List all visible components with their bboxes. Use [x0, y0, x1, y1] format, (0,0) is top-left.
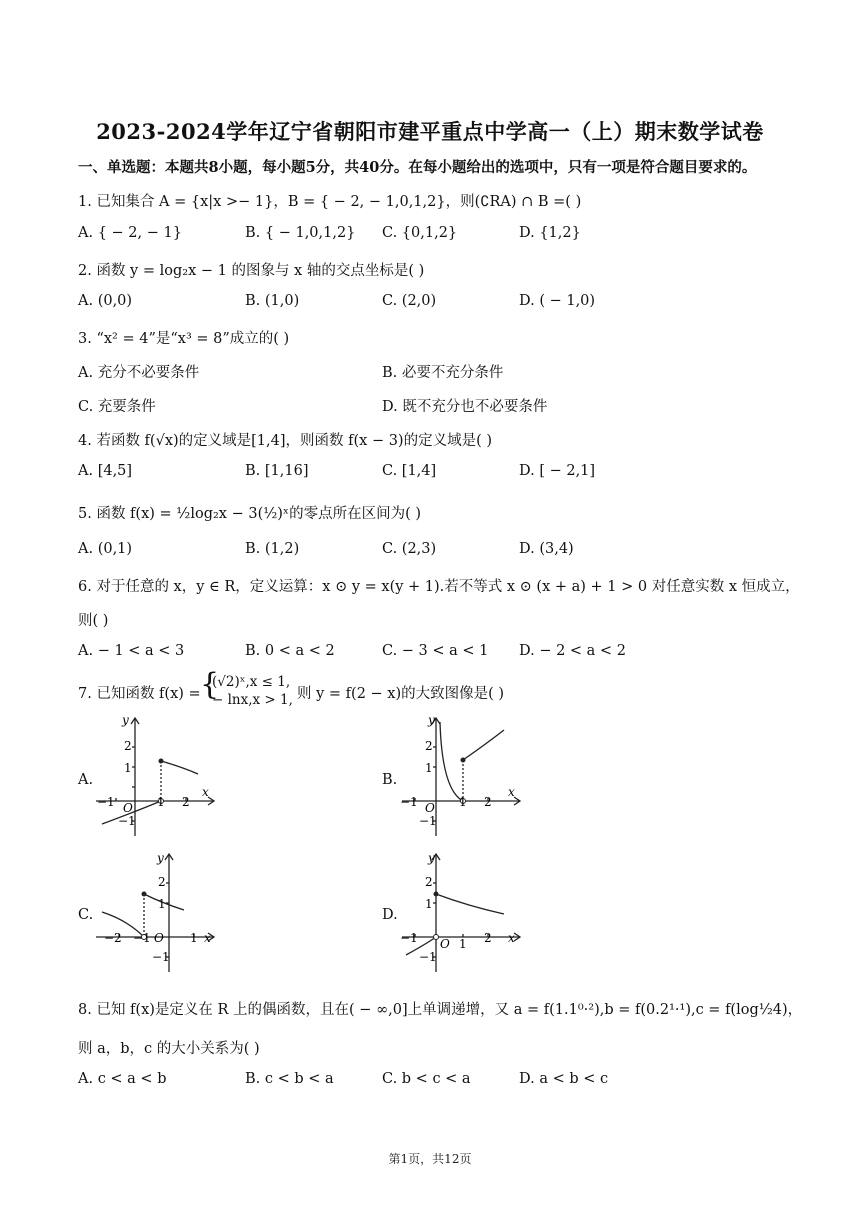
- tick-y1: 1: [425, 761, 433, 775]
- question-6-stem-cont: 则( ): [78, 613, 109, 629]
- tick-x1: 1: [157, 795, 165, 809]
- q2-option-c: C. (2,0): [382, 293, 437, 309]
- q4-option-b: B. [1,16]: [245, 463, 309, 479]
- origin-label: O: [123, 801, 133, 815]
- question-8-stem-cont: 则 a，b，c 的大小关系为( ): [78, 1041, 260, 1057]
- q7-case-2: − lnx,x > 1,: [212, 692, 293, 708]
- tick-y1: 1: [425, 897, 433, 911]
- tick-y1: 1: [158, 897, 166, 911]
- page-footer: 第1页，共12页: [388, 1152, 472, 1166]
- question-8-stem: 8. 已知 f(x)是定义在 R 上的偶函数，且在( − ∞,0]上单调递增，又 a = f(1.1⁰·²),b = f(0.2¹·¹),c = f(log½4)，: [78, 1002, 803, 1018]
- q7-option-a-label: A.: [78, 772, 94, 788]
- q2-option-b: B. (1,0): [245, 293, 300, 309]
- tick-ym1: −1: [419, 950, 437, 964]
- graph-d: [398, 848, 528, 978]
- q1-option-c: C. {0,1,2}: [382, 225, 458, 241]
- q5-option-a: A. (0,1): [78, 541, 133, 557]
- q1-option-d: D. {1,2}: [519, 225, 581, 241]
- q3-option-b: B. 必要不充分条件: [382, 365, 504, 381]
- tick-y2: 2: [158, 875, 166, 889]
- tick-x1: 1: [190, 931, 198, 945]
- q3-option-c: C. 充要条件: [78, 399, 156, 415]
- graph-a: [92, 712, 222, 842]
- q5-option-b: B. (1,2): [245, 541, 300, 557]
- q4-option-d: D. [ − 2,1]: [519, 463, 596, 479]
- q6-option-b: B. 0 < a < 2: [245, 643, 335, 659]
- question-2-stem: 2. 函数 y = log₂x − 1 的图象与 x 轴的交点坐标是( ): [78, 263, 425, 279]
- piecewise-brace: {: [200, 667, 220, 702]
- q5-option-c: C. (2,3): [382, 541, 437, 557]
- graph-c: [92, 848, 222, 978]
- tick-xm1: −1: [133, 931, 151, 945]
- origin-label: O: [440, 937, 450, 951]
- q7-option-d-label: D.: [382, 907, 398, 923]
- tick-y2: 2: [425, 739, 433, 753]
- q2-option-d: D. ( − 1,0): [519, 293, 596, 309]
- tick-x2: 2: [484, 795, 492, 809]
- q4-option-c: C. [1,4]: [382, 463, 437, 479]
- question-1-stem: 1. 已知集合 A = {x|x >− 1}，B = { − 2, − 1,0,1,2}，则(∁RA) ∩ B =( ): [78, 194, 582, 210]
- tick-y2: 2: [425, 875, 433, 889]
- question-7-stem: 7. 已知函数 f(x) =: [78, 686, 201, 702]
- question-6-stem: 6. 对于任意的 x，y ∈ R，定义运算：x ⊙ y = x(y + 1).若不等式 x ⊙ (x + a) + 1 > 0 对任意实数 x 恒成立，: [78, 579, 800, 595]
- q6-option-d: D. − 2 < a < 2: [519, 643, 626, 659]
- q8-option-a: A. c < a < b: [78, 1071, 167, 1087]
- tick-y2: 2: [124, 739, 132, 753]
- x-axis-label: x: [202, 785, 209, 799]
- tick-x2: 2: [182, 795, 190, 809]
- graph-b: [398, 712, 528, 842]
- origin-label: O: [154, 931, 164, 945]
- question-4-stem: 4. 若函数 f(√x)的定义域是[1,4]，则函数 f(x − 3)的定义域是( ): [78, 433, 493, 449]
- page-title: 2023-2024学年辽宁省朝阳市建平重点中学高一（上）期末数学试卷: [96, 119, 764, 144]
- q7-option-c-label: C.: [78, 907, 94, 923]
- tick-x1: 1: [459, 937, 467, 951]
- tick-xm1: −1: [400, 931, 418, 945]
- x-axis-label: x: [204, 931, 211, 945]
- q1-option-b: B. { − 1,0,1,2}: [245, 225, 356, 241]
- q7-option-b-label: B.: [382, 772, 398, 788]
- y-axis-label: y: [428, 851, 435, 865]
- q6-option-a: A. − 1 < a < 3: [78, 643, 185, 659]
- tick-ym1: −1: [152, 950, 170, 964]
- tick-y1: 1: [124, 761, 132, 775]
- q8-option-d: D. a < b < c: [519, 1071, 609, 1087]
- tick-ym1: −1: [118, 814, 136, 828]
- y-axis-label: y: [157, 851, 164, 865]
- y-axis-label: y: [428, 713, 435, 727]
- question-5-stem: 5. 函数 f(x) = ½log₂x − 3(½)ˣ的零点所在区间为( ): [78, 506, 422, 522]
- q3-option-a: A. 充分不必要条件: [78, 365, 200, 381]
- q1-option-a: A. { − 2, − 1}: [78, 225, 182, 241]
- origin-label: O: [425, 801, 435, 815]
- x-axis-label: x: [508, 931, 515, 945]
- y-axis-label: y: [122, 713, 129, 727]
- question-3-stem: 3. “x² = 4”是“x³ = 8”成立的( ): [78, 331, 290, 347]
- q7-case-1: (√2)ˣ,x ≤ 1,: [212, 674, 291, 690]
- q6-option-c: C. − 3 < a < 1: [382, 643, 489, 659]
- q5-option-d: D. (3,4): [519, 541, 574, 557]
- tick-ym1: −1: [419, 814, 437, 828]
- q3-option-d: D. 既不充分也不必要条件: [382, 399, 548, 415]
- tick-xm2: −2: [104, 931, 122, 945]
- q2-option-a: A. (0,0): [78, 293, 133, 309]
- q8-option-b: B. c < b < a: [245, 1071, 334, 1087]
- tick-x2: 2: [484, 931, 492, 945]
- tick-xm1: −1: [400, 795, 418, 809]
- section-heading: 一、单选题：本题共8小题，每小题5分，共40分。在每小题给出的选项中，只有一项是符合题目要求的。: [78, 159, 757, 176]
- q4-option-a: A. [4,5]: [78, 463, 133, 479]
- q8-option-c: C. b < c < a: [382, 1071, 471, 1087]
- tick-x1: 1: [459, 795, 467, 809]
- question-7-stem-suffix: 则 y = f(2 − x)的大致图像是( ): [297, 686, 505, 702]
- tick-xm1: −1: [97, 795, 115, 809]
- x-axis-label: x: [508, 785, 515, 799]
